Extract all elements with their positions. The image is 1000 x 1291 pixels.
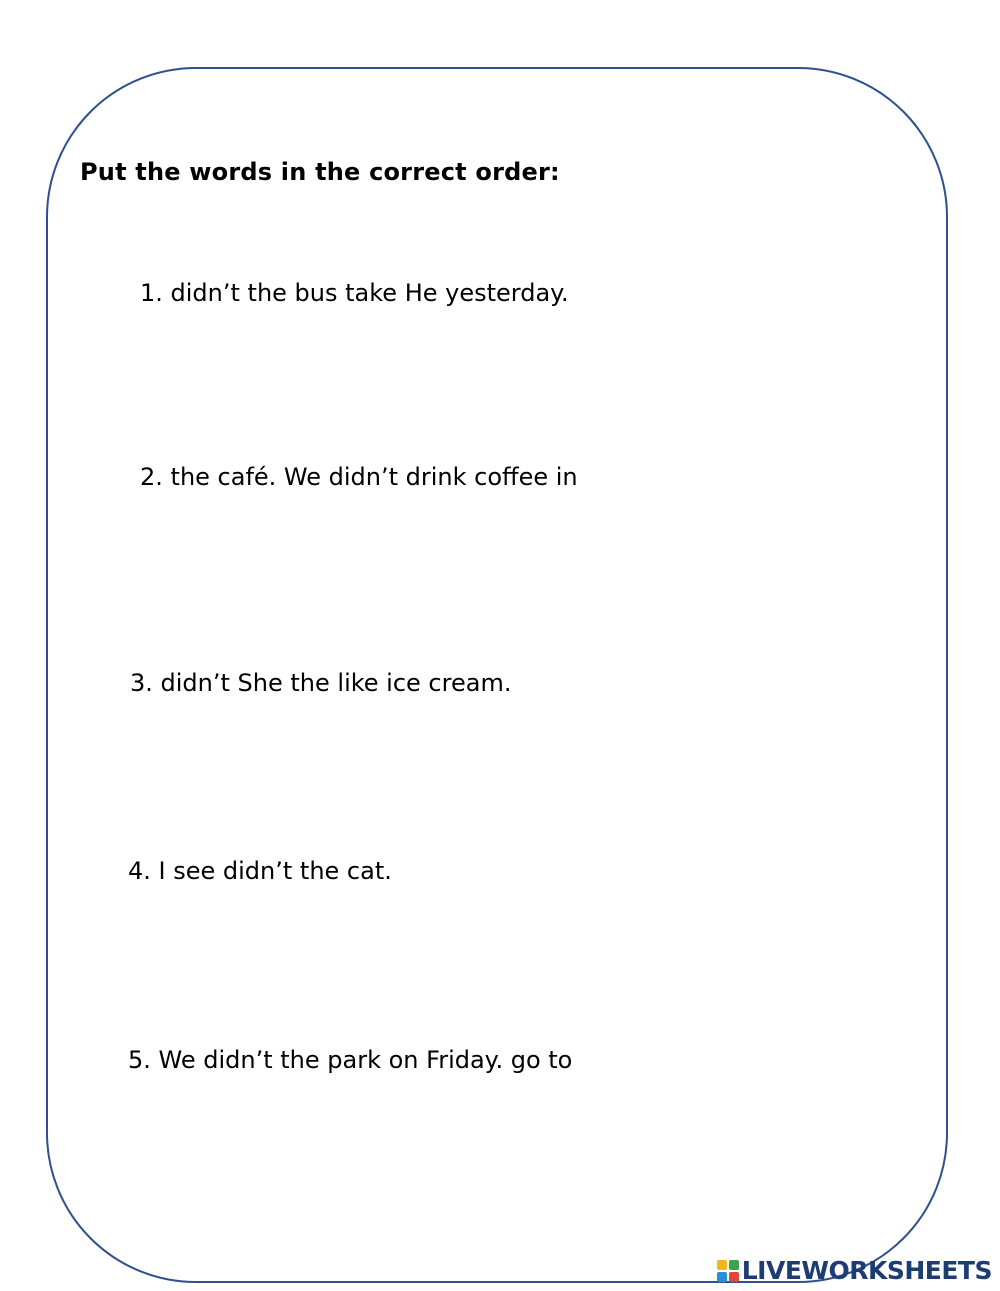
liveworksheets-logo-text: LIVEWORKSHEETS [741,1256,992,1285]
exercise-item-5: 5. We didn’t the park on Friday. go to [128,1046,573,1074]
liveworksheets-logo [717,1258,992,1283]
exercise-item-2: 2. the café. We didn’t drink coffee in [140,463,578,491]
exercise-item-3: 3. didn’t She the like ice cream. [130,669,512,697]
liveworksheets-logo-icon [717,1260,739,1282]
exercise-item-1: 1. didn’t the bus take He yesterday. [140,279,569,307]
exercise-item-4: 4. I see didn’t the cat. [128,857,392,885]
instruction-heading: Put the words in the correct order: [80,158,560,186]
